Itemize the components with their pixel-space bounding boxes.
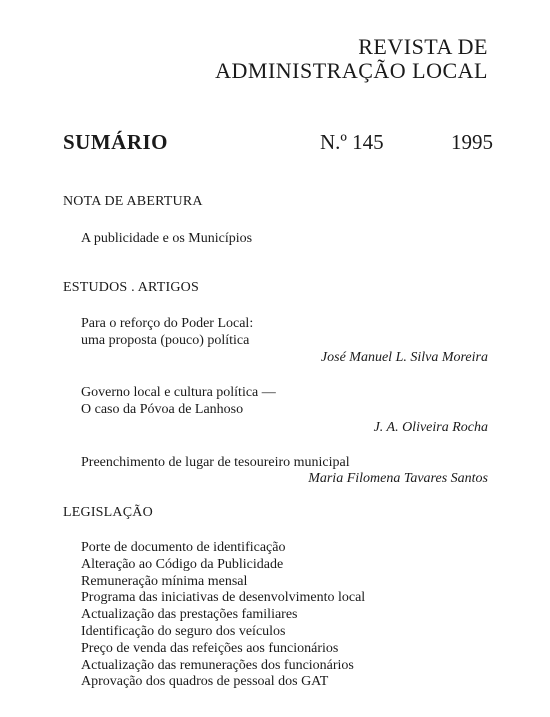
list-item: Programa das iniciativas de desenvolvimento local xyxy=(81,590,366,606)
article-2-title-line-1: Governo local e cultura política — xyxy=(81,385,276,400)
issue-number: N.º 145 xyxy=(320,130,384,154)
legislation-list xyxy=(81,540,365,691)
masthead-line-2: ADMINISTRAÇÃO LOCAL xyxy=(215,58,488,83)
issue-year: 1995 xyxy=(451,130,493,154)
list-item: Alteração ao Código da Publicidade xyxy=(81,556,284,572)
list-item: Actualização das prestações familiares xyxy=(81,607,298,623)
section-heading-legislacao: LEGISLAÇÃO xyxy=(63,505,153,520)
article-1-title-line-2: uma proposta (pouco) política xyxy=(81,333,250,348)
list-item: Remuneração mínima mensal xyxy=(81,573,248,589)
page-title: SUMÁRIO xyxy=(63,130,169,154)
article-1-author: José Manuel L. Silva Moreira xyxy=(320,350,488,365)
article-1-title-line-1: Para o reforço do Poder Local: xyxy=(81,316,254,331)
list-item: Preço de venda das refeições aos funcionários xyxy=(81,640,339,656)
toc-entry-abertura: A publicidade e os Municípios xyxy=(81,231,253,246)
list-item: Actualização das remunerações dos funcionários xyxy=(81,657,354,673)
article-3-author: Maria Filomena Tavares Santos xyxy=(308,471,488,486)
masthead-line-1: REVISTA DE xyxy=(358,34,488,59)
article-2-author: J. A. Oliveira Rocha xyxy=(373,420,488,435)
list-item: Aprovação dos quadros de pessoal dos GAT xyxy=(81,674,329,690)
section-heading-estudos-artigos: ESTUDOS . ARTIGOS xyxy=(63,280,199,295)
article-2-title-line-2: O caso da Póvoa de Lanhoso xyxy=(81,402,244,417)
list-item: Identificação do seguro dos veículos xyxy=(81,623,286,639)
list-item: Porte de documento de identificação xyxy=(81,540,286,555)
article-3-title: Preenchimento de lugar de tesoureiro municipal xyxy=(81,455,350,470)
section-heading-nota-de-abertura: NOTA DE ABERTURA xyxy=(63,194,203,209)
